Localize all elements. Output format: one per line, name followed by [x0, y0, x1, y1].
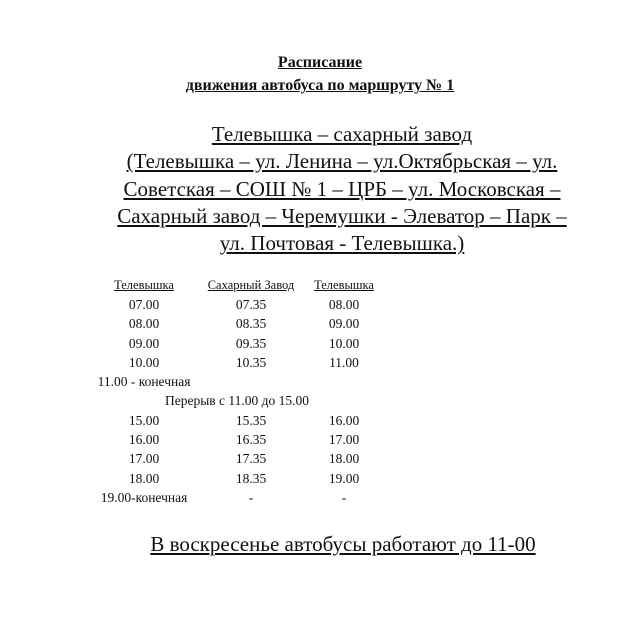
table-cell: - — [341, 489, 347, 505]
route-line: Телевышка – сахарный завод — [211, 122, 473, 146]
column-header-sugar-factory: Сахарный Завод — [207, 278, 295, 293]
schedule-subtitle: движения автобуса по маршруту № 1 — [185, 77, 455, 94]
table-cell: 09.00 — [328, 316, 360, 332]
schedule-table — [90, 276, 384, 508]
table-cell: 08.00 — [128, 316, 160, 332]
table-cell: 17.00 — [128, 451, 160, 467]
table-cell: 10.00 — [128, 354, 160, 370]
table-cell: 17.35 — [235, 451, 267, 467]
table-row — [90, 469, 384, 488]
table-row-break — [90, 392, 384, 411]
table-row — [90, 430, 384, 449]
table-cell: 08.00 — [328, 296, 360, 312]
table-cell: 07.35 — [235, 296, 267, 312]
table-row — [90, 411, 384, 430]
table-cell: 16.00 — [128, 432, 160, 448]
table-row — [90, 334, 384, 353]
table-cell: 16.35 — [235, 432, 267, 448]
table-cell: - — [248, 489, 254, 505]
table-cell: 18.00 — [328, 451, 360, 467]
table-cell — [198, 372, 304, 391]
table-cell: 10.35 — [235, 354, 267, 370]
route-line: (Телевышка – ул. Ленина – ул.Октябрьская – ул. — [126, 149, 558, 174]
table-cell: 19.00-конечная — [100, 489, 188, 505]
table-cell: 10.00 — [328, 335, 360, 351]
sunday-note: В воскресенье автобусы работают до 11-00 — [150, 532, 536, 556]
table-cell: 11.00 — [329, 354, 359, 370]
table-cell: 08.35 — [235, 316, 267, 332]
table-row-final — [90, 488, 384, 507]
table-row — [90, 353, 384, 372]
table-cell: 09.35 — [235, 335, 267, 351]
table-row — [90, 450, 384, 469]
table-header-row — [90, 276, 384, 295]
table-cell: 09.00 — [128, 335, 160, 351]
table-row — [90, 295, 384, 314]
break-notice: Перерыв с 11.00 до 15.00 — [164, 393, 310, 409]
route-line: Советская – СОШ № 1 – ЦРБ – ул. Московская – — [123, 176, 561, 201]
table-cell: 19.00 — [328, 470, 360, 486]
route-description — [92, 121, 592, 257]
table-cell: 16.00 — [328, 412, 360, 428]
schedule-title: Расписание — [277, 54, 363, 71]
table-cell: 11.00 - конечная — [97, 374, 191, 390]
table-cell: 15.00 — [128, 412, 160, 428]
route-line: ул. Почтовая - Телевышка.) — [219, 231, 465, 256]
column-header-televyshka-arrival: Телевышка — [314, 278, 374, 293]
table-cell: 17.00 — [328, 432, 360, 448]
table-cell: 15.35 — [235, 412, 267, 428]
table-cell: 07.00 — [128, 296, 160, 312]
route-line: Сахарный завод – Черемушки - Элеватор – Парк – — [117, 203, 567, 228]
table-row — [90, 315, 384, 334]
table-row-morning-end — [90, 372, 384, 391]
table-cell: 18.35 — [235, 470, 267, 486]
column-header-televyshka-departure: Телевышка — [114, 278, 174, 293]
table-cell — [304, 372, 384, 391]
table-cell: 18.00 — [128, 470, 160, 486]
